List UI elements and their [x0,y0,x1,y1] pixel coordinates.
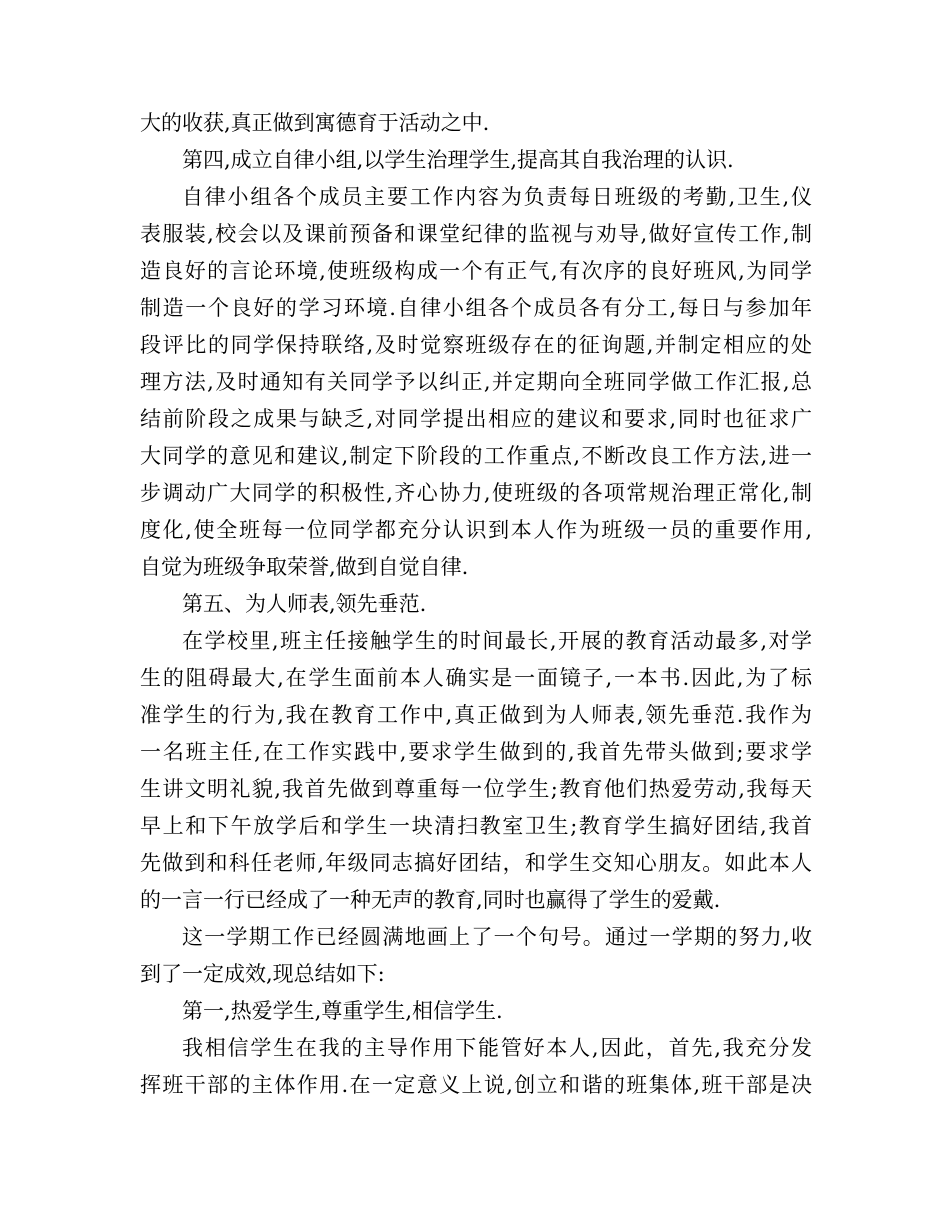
text-line: 第四,成立自律小组,以学生治理学生,提高其自我治理的认识. [182,148,734,172]
text-line: 生的阻碍最大,在学生面前本人确实是一面镜子,一本书.因此,为了标 [140,666,812,690]
text-line: 在学校里,班主任接触学生的时间最长,开展的教育活动最多,对学 [182,629,812,653]
text-line: 造良好的言论环境,使班级构成一个有正气,有次序的良好班风,为同学 [140,259,812,283]
text-line: 第五、为人师表,领先垂范. [182,592,427,616]
text-line: 一名班主任,在工作实践中,要求学生做到的,我首先带头做到;要求学 [140,740,812,764]
text-line: 度化,使全班每一位同学都充分认识到本人作为班级一员的重要作用, [140,518,812,542]
text-line: 我相信学生在我的主导作用下能管好本人,因此，首先,我充分发 [182,1036,812,1060]
text-line: 理方法,及时通知有关同学予以纠正,并定期向全班同学做工作汇报,总 [140,370,812,394]
text-line: 结前阶段之成果与缺乏,对同学提出相应的建议和要求,同时也征求广 [140,407,812,431]
text-line: 步调动广大同学的积极性,齐心协力,使班级的各项常规治理正常化,制 [140,481,812,505]
text-line: 自律小组各个成员主要工作内容为负责每日班级的考勤,卫生,仪 [182,185,812,209]
text-line: 大的收获,真正做到寓德育于活动之中. [140,111,490,135]
text-line: 自觉为班级争取荣誉,做到自觉自律. [140,555,469,579]
text-line: 的一言一行已经成了一种无声的教育,同时也赢得了学生的爱戴. [140,888,721,912]
text-line: 先做到和科任老师,年级同志搞好团结，和学生交知心朋友。如此本人 [140,851,812,875]
text-line: 表服装,校会以及课前预备和课堂纪律的监视与劝导,做好宣传工作,制 [140,222,812,246]
text-line: 段评比的同学保持联络,及时觉察班级存在的征询题,并制定相应的处 [140,333,812,357]
text-line: 到了一定成效,现总结如下: [140,962,385,986]
text-line: 制造一个良好的学习环境.自律小组各个成员各有分工,每日与参加年 [140,296,812,320]
text-line: 早上和下午放学后和学生一块清扫教室卫生;教育学生搞好团结,我首 [140,814,812,838]
text-line: 生讲文明礼貌,我首先做到尊重每一位学生;教育他们热爱劳动,我每天 [140,777,812,801]
text-line: 挥班干部的主体作用.在一定意义上说,创立和谐的班集体,班干部是决 [140,1073,812,1097]
text-line: 准学生的行为,我在教育工作中,真正做到为人师表,领先垂范.我作为 [140,703,812,727]
text-line: 第一,热爱学生,尊重学生,相信学生. [182,999,503,1023]
document-body [140,105,812,1104]
text-line: 大同学的意见和建议,制定下阶段的工作重点,不断改良工作方法,进一 [140,444,812,468]
text-line: 这一学期工作已经圆满地画上了一个句号。通过一学期的努力,收 [182,925,812,949]
